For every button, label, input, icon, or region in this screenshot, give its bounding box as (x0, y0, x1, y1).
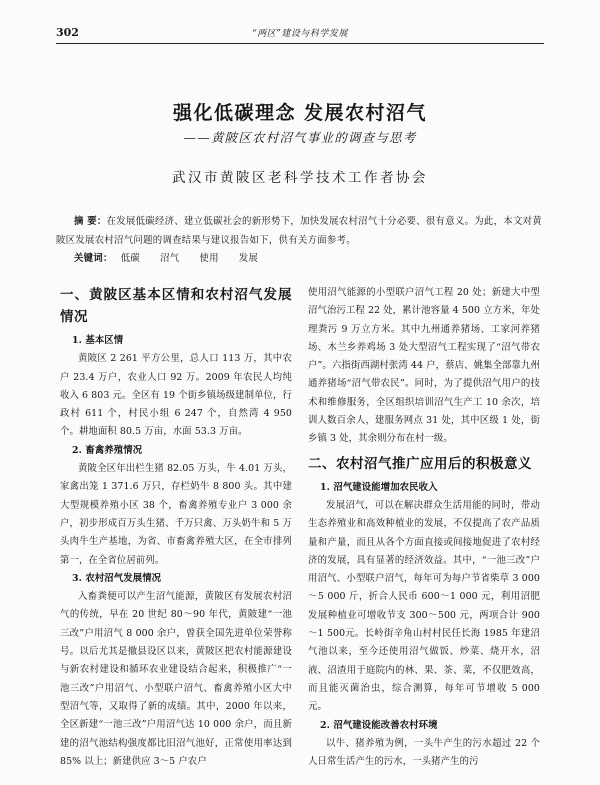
subsection-title: 2. 沼气建设能改善农村环境 (320, 719, 438, 731)
article-title: 强化低碳理念 发展农村沼气 (172, 102, 428, 124)
paragraph: 使用沼气能源的小型联户沼气工程 20 处；新建大中型沼气治污工程 22 处，累计池容量 4 500 立方米，年处理粪污 9 万立方米。其中九州通养猪场、工家河养猪场、木兰乡养鸡场 3 处大型沼气工程实现了“沼气带农户”。六指街西湖村张湾 44 户，蔡店、姚集全部靠九州通养猪场“沼气带农民”。同时，为了提供沼气用户的技术和维修服务，全区组织培训沼气生产工 10 余次，培训人数百余人，建服务网点 31 处，其中区级 1 处，街乡镇 3 处，其余则分布在村一级。 (308, 287, 540, 445)
paragraph: 黄陂全区年出栏生猪 82.05 万头，牛 4.01 万头，家禽出笼 1 371.6 万只，存栏奶牛 8 800 头。其中建大型规模养殖小区 38 个，畜禽养殖专业户 3 000 余户，初步形成百万头生猪、千万只禽、万头奶牛和 5 万头肉牛生产基地，为省、市畜禽养殖大区，在全市排列第一，在全省位居前列。 (60, 463, 292, 566)
abstract-text: 在发展低碳经济、建立低碳社会的新形势下，加快发展农村沼气十分必要、很有意义。为此，本文对黄陂区发展农村沼气问题的调查结果与建议报告如下，供有关方面参考。 (56, 216, 542, 246)
section-heading-2: 二、农村沼气推广应用后的积极意义 (308, 455, 532, 472)
paragraph: 发展沼气，可以在解决群众生活用能的同时，带动生态养殖业和高效种植业的发展，不仅提高了农产品质量和产量，而且从各个方面直接或间接地促进了农村经济的发展，具有显著的经济效益。其中，“一池三改”户用沼气、小型联户沼气，每年可为每户节省柴草 3 000～5 000 斤，折合人民币 600～1 000 元，利用沼肥发展种植业可增收节支 300～500 元，两项合计 900～1 500元。长岭街辛角山村村民任长海 1985 年建沼气池以来，至今还使用沼气做饭、炒菜、烧开水，沼液、沼渣用于庭院内的林、果、茶、菜，不仅肥效高，而且能灭菌治虫，综合测算，每年可节增收 5 000 元。 (308, 499, 540, 713)
keyword: 沼气 (160, 253, 180, 264)
section-heading-1: 一、黄陂区基本区情和农村沼气发展情况 (60, 287, 292, 325)
page-number: 302 (56, 26, 79, 39)
subsection-title: 2. 畜禽养殖情况 (72, 444, 143, 456)
abstract-label: 摘 要： (74, 216, 107, 227)
paragraph: 以牛、猪养殖为例，一头牛产生的污水超过 22 个人日常生活产生的污水，一头猪产生的污 (308, 737, 540, 768)
left-column (60, 284, 292, 771)
subsection-title: 1. 沼气建设能增加农民收入 (320, 481, 438, 493)
right-column (308, 284, 540, 771)
subsection-title: 1. 基本区情 (72, 335, 124, 346)
article-subtitle: ——黄陂区农村沼气事业的调查与思考 (183, 130, 417, 145)
header-rule (56, 43, 544, 44)
paragraph: 黄陂区 2 261 平方公里，总人口 113 万，其中农户 23.4 万户，农业人口 92 万。2009 年农民人均纯收入 6 803 元。全区有 19 个街乡镇场级建制单位，行政村 611 个，村民小组 6 247 个，自然湾 4 950 个。耕地面积 80.5 万亩，水面 53.3 万亩。 (60, 353, 292, 438)
keyword: 低碳 (120, 253, 141, 264)
article-author: 武汉市黄陂区老科学技术工作者协会 (172, 170, 428, 186)
paragraph: 入畜粪便可以产生沼气能源，黄陂区有发展农村沼气的传统，早在 20 世纪 80～90 年代，黄陂建“一池三改”户用沼气 8 000 余户，曾获全国先进单位荣誉称号。以后尤其是撤县设区以来，黄陂区把农村能源建设与新农村建设和循环农业建设结合起来，积极推广“一池三改”户用沼气、小型联户沼气、畜禽养殖小区大中型沼气等，又取得了新的成绩。其中，2000 年以来，全区新建“一池三改”户用沼气达 10 000 余户，而且新建的沼气池结构强度都比旧沼气池好，正常使用率达到 85% 以上；新建供应 3～5 户农户 (60, 591, 292, 767)
subsection-title: 3. 农村沼气发展情况 (72, 572, 162, 584)
keywords-label: 关键词： (74, 253, 113, 264)
keyword: 使用 (199, 253, 219, 264)
keyword: 发展 (238, 253, 259, 264)
abstract (56, 212, 544, 250)
keywords (74, 250, 270, 264)
running-header: “两区”建设与科学发展 (252, 29, 348, 39)
